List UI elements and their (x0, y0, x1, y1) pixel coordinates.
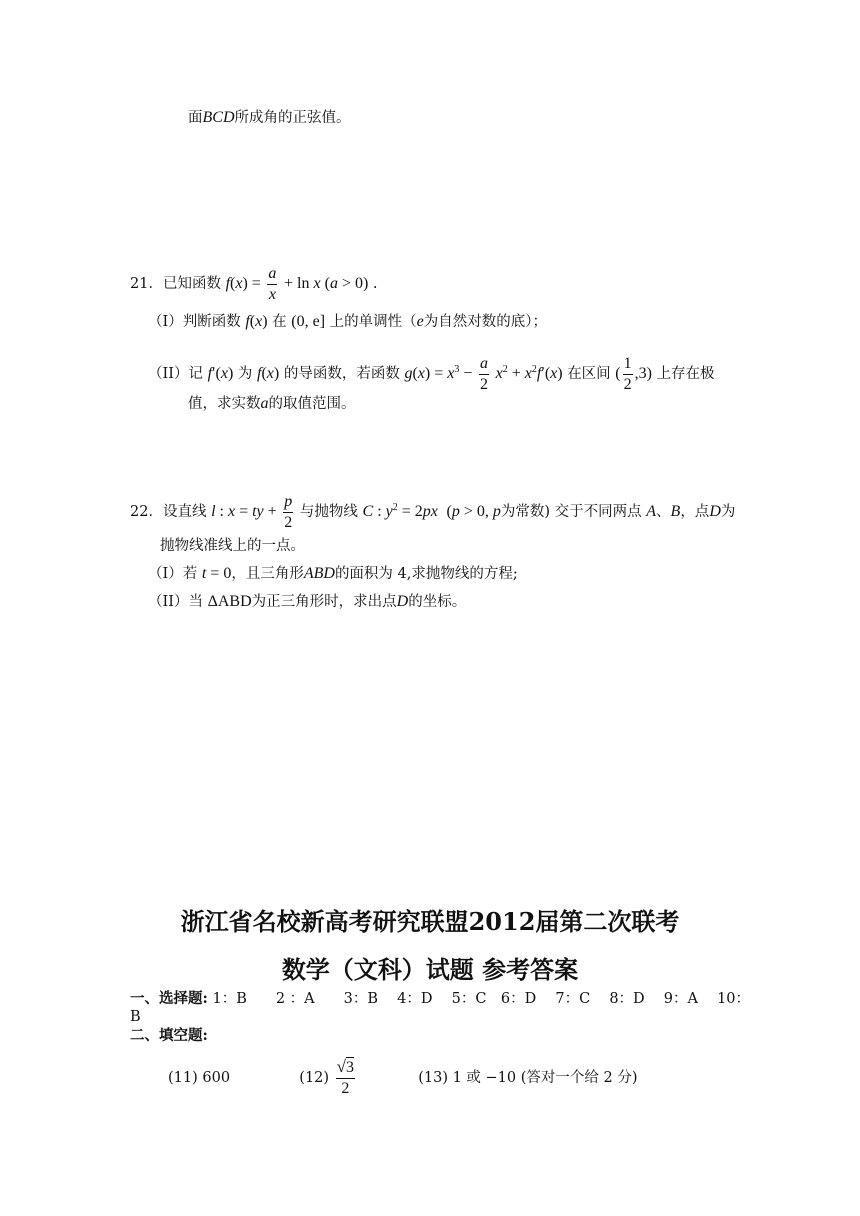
fraction-p-over-2: $\frac{p}{2}$ (284, 492, 293, 531)
answer-title-1: 浙江省名校新高考研究联盟2012届第二次联考 (180, 907, 680, 936)
question-21-part-1: （I）判断函数 f(x) 在 (0, e] 上的单调性（e为自然对数的底）； (148, 313, 548, 330)
fill-label: 二、填空题: (130, 1027, 208, 1044)
fraction-1-over-2: $\frac{1}{2}$ (623, 354, 632, 393)
choice-answer-last: B (130, 1009, 141, 1025)
fraction-a-over-2: $\frac{a}{2}$ (480, 354, 488, 393)
answer-title-2: 数学（文科）试题 参考答案 (281, 955, 579, 984)
choice-answers: 一、选择题: 1：B 2 ：A 3：B 4：D 5：C 6：D 7：C 8：D 9：A 10： (130, 990, 751, 1007)
question-22-part-2: （II）当 ΔABD为正三角形时，求出点D的坐标。 (148, 593, 467, 610)
question-21-part-2: （II）记 f′(x) 为 f(x) 的导函数，若函数 $g(x) = x^3$ − $\frac{a}{2}$ $x^2 + x^2f'(x)$ 在区间 ( $\frac{1}{2}$ ,3) 上存在极 (148, 354, 715, 393)
fill-answers: (11) 600 (12) $\frac{√3}{2}$ (13) 1 或 −10 (答对一个给 2 分) (168, 1057, 638, 1097)
question-22-part-1: （I）若 t = 0，且三角形ABD的面积为 4,求抛物线的方程; (148, 565, 518, 582)
question-21-part-2-cont: 值，求实数a的取值范围。 (188, 395, 356, 412)
question-22-stem: 22．设直线 l : x = ty + $\frac{p}{2}$ 与抛物线 C : $y^2 = 2px$ (p > 0, p为常数) 交于不同两点 A、B，点D为 (130, 492, 736, 531)
fraction-sqrt3-over-2: $\frac{√3}{2}$ (336, 1057, 354, 1097)
question-22-stem-cont: 抛物线准线上的一点。 (160, 538, 305, 554)
question-21-stem: 21．已知函数 f(x) = $\frac{a}{x}$ + ln x (a > 0) . (130, 264, 378, 303)
continued-question-line: 面BCD所成角的正弦值。 (188, 109, 351, 126)
fraction-a-over-x: $\frac{a}{x}$ (268, 264, 277, 303)
